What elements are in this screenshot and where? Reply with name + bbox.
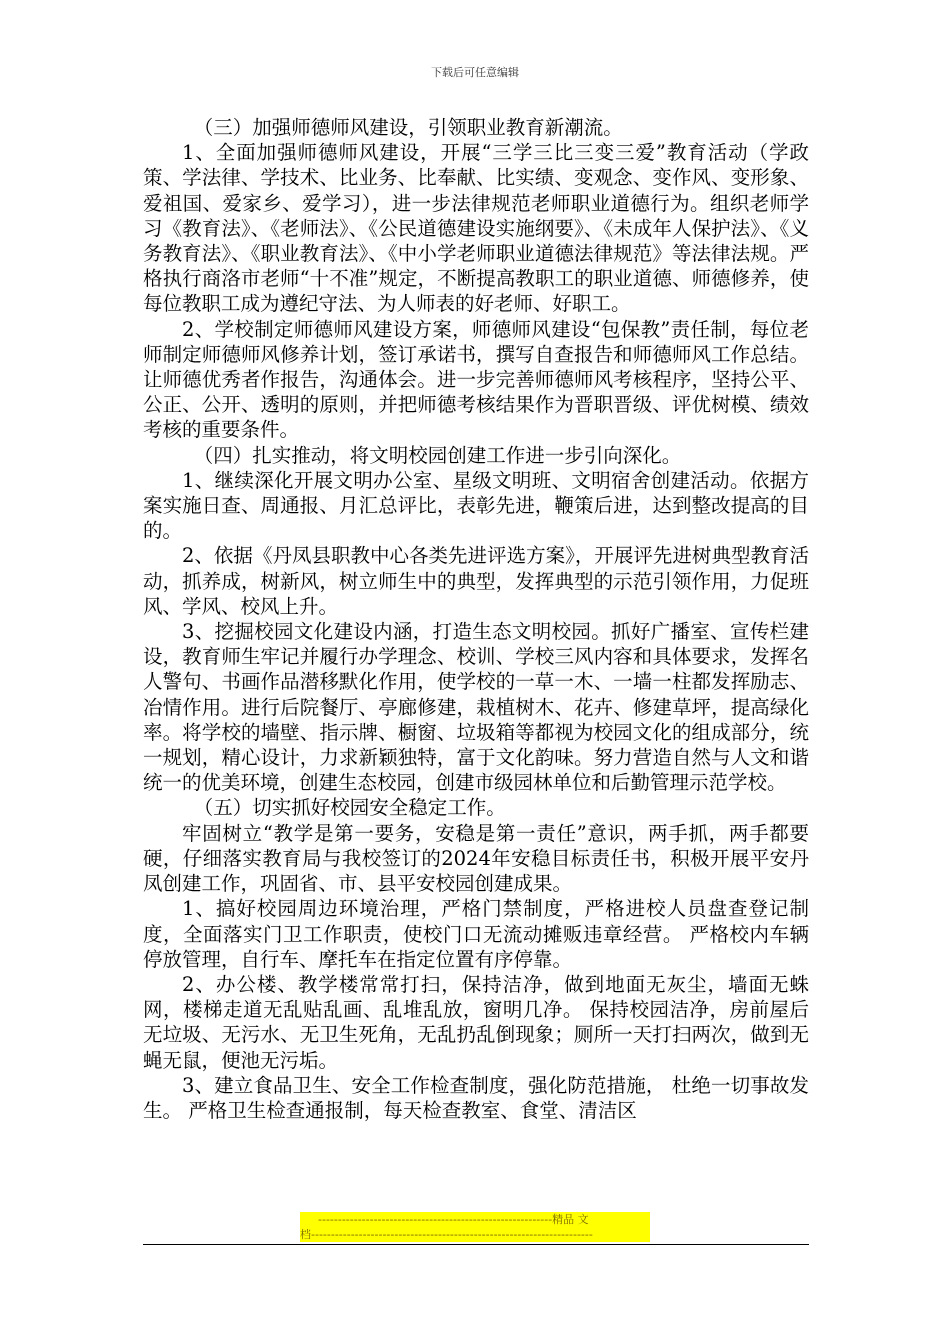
section-heading-five: （五）切实抓好校园安全稳定工作。 [193, 796, 506, 820]
section-heading-four: （四）扎实推动，将文明校园创建工作进一步引向深化。 [193, 443, 682, 467]
paragraph: 牢固树立“教学是第一要务，安稳是第一责任”意识，两手抓，两手都要硬，仔细落实教育局与我校签订的2024年安稳目标责任书，积极开展平安丹凤创建工作，巩固省、市、县平安校园创建成果。 [143, 821, 809, 896]
download-editable-note: 下载后可任意编辑 [431, 66, 519, 79]
paragraph: 1、搞好校园周边环境治理，严格门禁制度，严格进校人员盘查登记制度，全面落实门卫工作职责，使校门口无流动摊贩违章经营。 严格校内车辆停放管理，自行车、摩托车在指定位置有序停靠。 [143, 897, 809, 971]
paragraph: 1、全面加强师德师风建设，开展“三学三比三变三爱”教育活动（学政策、学法律、学技术、比业务、比奉献、比实绩、变观念、变作风、变形象、爱祖国、爱家乡、爱学习），进一步法律规范老师职业道德行为。组织老师学习《教育法》、《老师法》、《公民道德建设实施纲要》、《未成年人保护法》、《义务教育法》、《职业教育法》、《中小学老师职业道德法律规范》等法律法规。严格执行商洛市老师“十不准”规定，不断提高教职工的职业道德、师德修养，使每位教职工成为遵纪守法、为人师表的好老师、好职工。 [143, 141, 809, 316]
footer-band-line-1: -----------------------------------------------------------精品 文 [318, 1213, 589, 1226]
bottom-divider [143, 1244, 809, 1245]
paragraph: 1、继续深化开展文明办公室、星级文明班、文明宿舍创建活动。依据方案实施日查、周通报、月汇总评比，表彰先进，鞭策后进，达到整改提高的目的。 [143, 468, 809, 543]
paragraph: 2、依据《丹凤县职教中心各类先进评选方案》，开展评先进树典型教育活动，抓养成，树新风，树立师生中的典型，发挥典型的示范引领作用，力促班风、学风、校风上升。 [143, 544, 809, 618]
document-body [143, 115, 809, 1123]
footer-watermark-band [300, 1212, 650, 1242]
paragraph: 3、挖掘校园文化建设内涵，打造生态文明校园。抓好广播室、宣传栏建设，教育师生牢记并履行办学理念、校训、学校三风内容和具体要求，发挥名人警句、书画作品潜移默化作用，使学校的一草一木、一墙一柱都发挥励志、冶情作用。进行后院餐厅、亭廊修建，栽植树木、花卉、修建草坪，提高绿化率。将学校的墙壁、指示牌、橱窗、垃圾箱等都视为校园文化的组成部分，统一规划，精心设计，力求新颖独特，富于文化韵味。努力营造自然与人文和谐统一的优美环境，创建生态校园，创建市级园林单位和后勤管理示范学校。 [143, 620, 809, 795]
paragraph: 2、学校制定师德师风建设方案，师德师风建设“包保教”责任制，每位老师制定师德师风修养计划，签订承诺书，撰写自查报告和师德师风工作总结。让师德优秀者作报告，沟通体会。进一步完善师德师风考核程序，坚持公平、公正、公开、透明的原则，并把师德考核结果作为晋职晋级、评优树模、绩效考核的重要条件。 [143, 317, 809, 442]
section-heading-three: （三）加强师德师风建设，引领职业教育新潮流。 [193, 116, 623, 139]
paragraph: 2、办公楼、教学楼常常打扫，保持洁净，做到地面无灰尘，墙面无蛛网，楼梯走道无乱贴乱画、乱堆乱放，窗明几净。 保持校园洁净，房前屋后无垃圾、无污水、无卫生死角，无乱扔乱倒现象；厕所一天打扫两次，做到无蝇无鼠，便池无污垢。 [143, 972, 809, 1072]
footer-band-line-2: 档----------------------------------------------------------------------- [300, 1228, 593, 1241]
paragraph: 3、建立食品卫生、安全工作检查制度，强化防范措施， 杜绝一切事故发生。 严格卫生检查通报制，每天检查教室、食堂、清洁区 [143, 1073, 809, 1122]
